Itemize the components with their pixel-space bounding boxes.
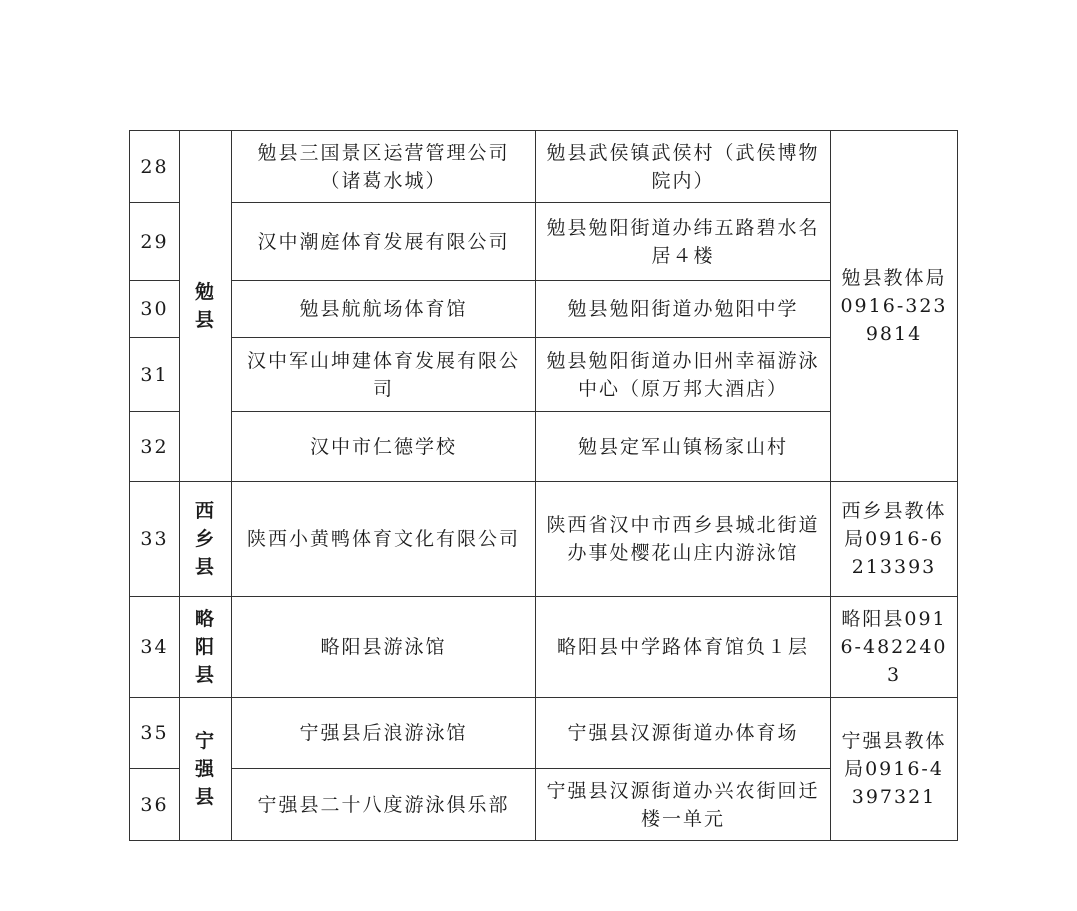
table-row: [130, 698, 958, 769]
venue-table: [129, 130, 958, 841]
row-number: 29: [130, 203, 180, 281]
county-name: 勉县: [195, 281, 217, 331]
venue-address: 勉县勉阳街道办勉阳中学: [536, 281, 831, 338]
county-name: 西乡县: [195, 500, 217, 578]
contact-cell: 略阳县0916-4822403: [831, 597, 958, 698]
row-number: 30: [130, 281, 180, 338]
county-name: 略阳县: [195, 608, 217, 686]
venue-address: 勉县定军山镇杨家山村: [536, 412, 831, 482]
row-number: 33: [130, 482, 180, 597]
venue-address: 略阳县中学路体育馆负１层: [536, 597, 831, 698]
venue-address: 宁强县汉源街道办兴农街回迁楼一单元: [536, 769, 831, 841]
table-row: [130, 597, 958, 698]
venue-name: 勉县三国景区运营管理公司（诸葛水城）: [232, 131, 536, 203]
row-number: 32: [130, 412, 180, 482]
county-cell: [180, 597, 232, 698]
county-name: 宁强县: [195, 730, 217, 808]
row-number: 36: [130, 769, 180, 841]
row-number: 34: [130, 597, 180, 698]
county-cell: [180, 131, 232, 482]
contact-cell: 西乡县教体局0916-6213393: [831, 482, 958, 597]
row-number: 28: [130, 131, 180, 203]
county-cell: [180, 482, 232, 597]
venue-address: 勉县勉阳街道办纬五路碧水名居４楼: [536, 203, 831, 281]
row-number: 31: [130, 338, 180, 412]
table-row: [130, 131, 958, 203]
venue-name: 宁强县后浪游泳馆: [232, 698, 536, 769]
venue-name: 勉县航航场体育馆: [232, 281, 536, 338]
contact-cell: 宁强县教体局0916-4397321: [831, 698, 958, 841]
contact-cell: 勉县教体局0916-3239814: [831, 131, 958, 482]
table-row: [130, 482, 958, 597]
venue-name: 陕西小黄鸭体育文化有限公司: [232, 482, 536, 597]
venue-name: 汉中军山坤建体育发展有限公司: [232, 338, 536, 412]
venue-name: 略阳县游泳馆: [232, 597, 536, 698]
venue-name: 汉中市仁德学校: [232, 412, 536, 482]
row-number: 35: [130, 698, 180, 769]
venue-name: 宁强县二十八度游泳俱乐部: [232, 769, 536, 841]
venue-address: 宁强县汉源街道办体育场: [536, 698, 831, 769]
county-cell: [180, 698, 232, 841]
venue-address: 陕西省汉中市西乡县城北街道办事处樱花山庄内游泳馆: [536, 482, 831, 597]
venue-address: 勉县武侯镇武侯村（武侯博物院内）: [536, 131, 831, 203]
venue-name: 汉中潮庭体育发展有限公司: [232, 203, 536, 281]
venue-address: 勉县勉阳街道办旧州幸福游泳中心（原万邦大酒店）: [536, 338, 831, 412]
